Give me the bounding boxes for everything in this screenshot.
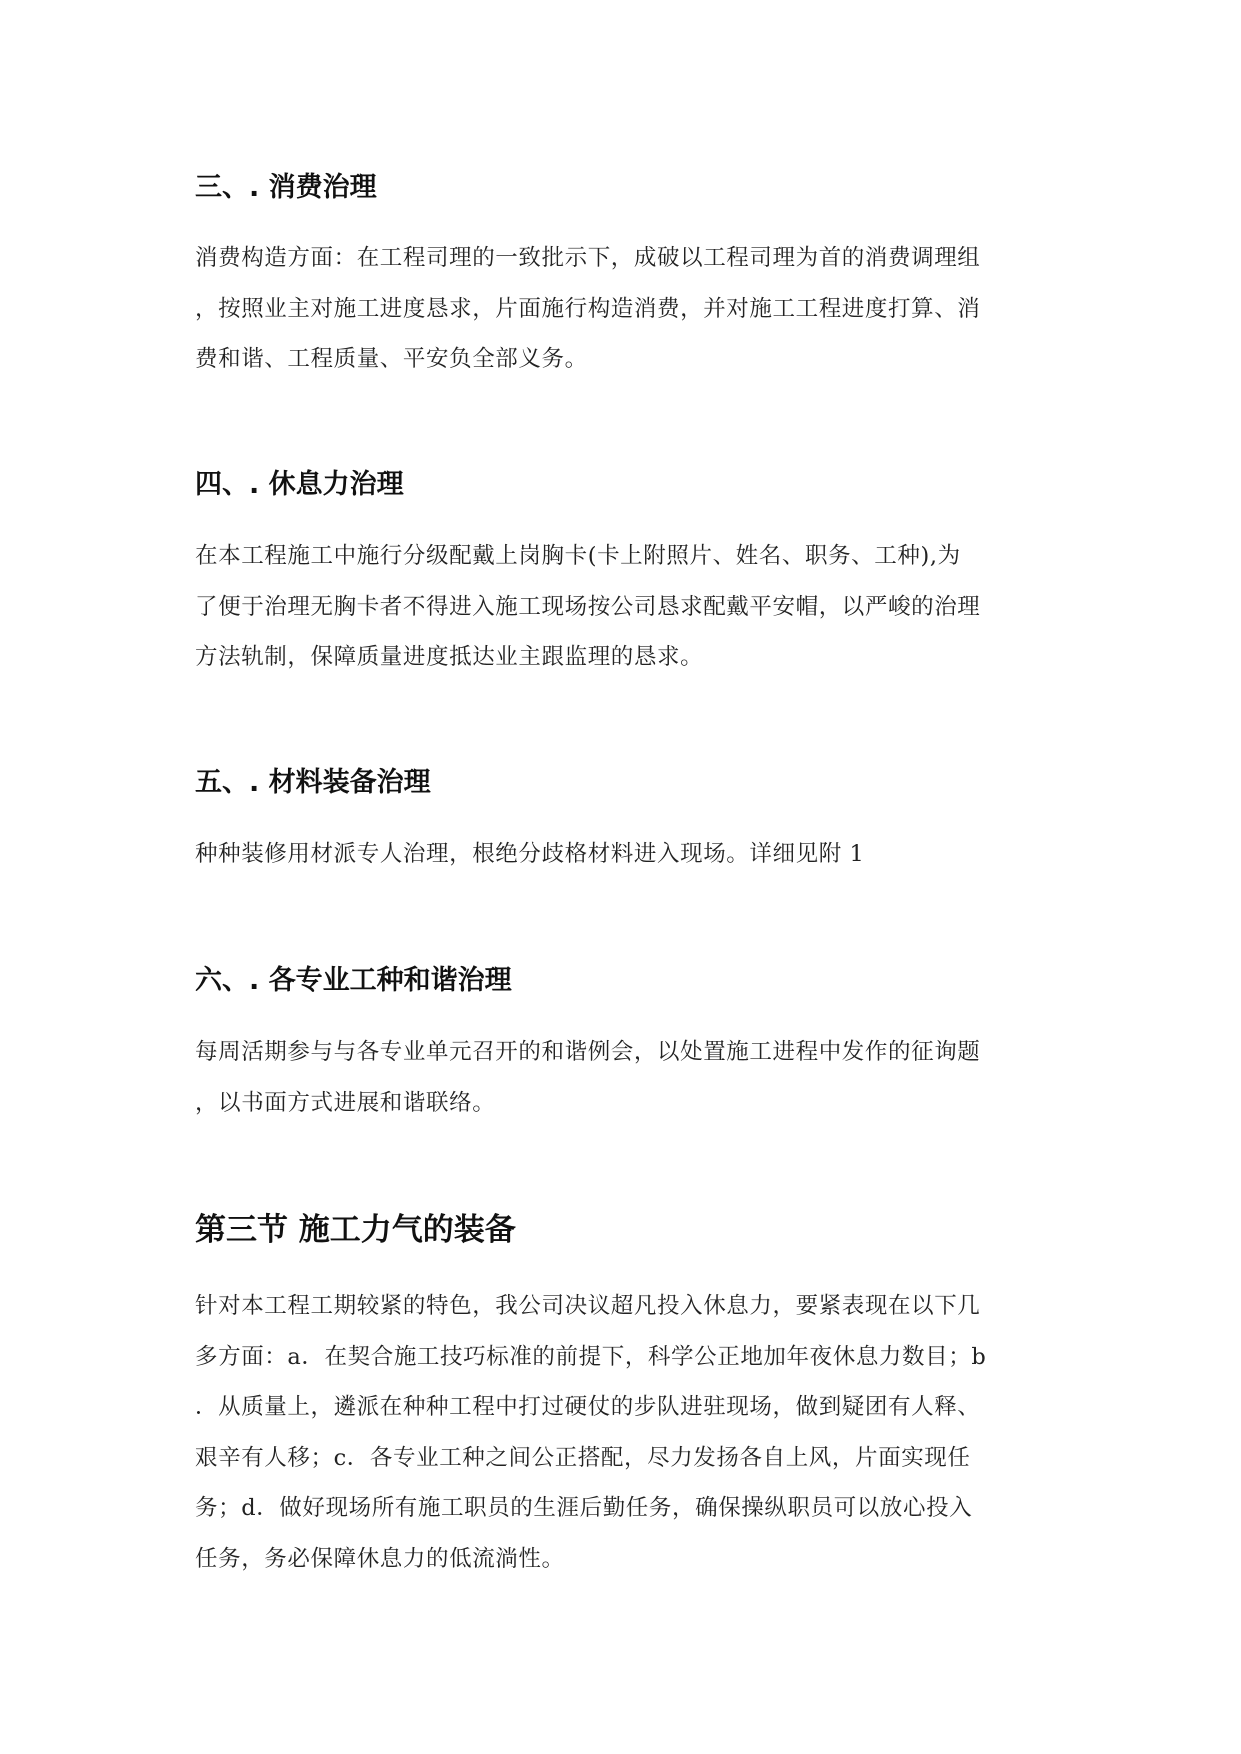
paragraph-line: ，按照业主对施工进度恳求，片面施行构造消费，并对施工工程进度打算、消 [195,295,981,322]
chapter-heading: 第三节 施工力气的装备 [195,1212,516,1248]
paragraph-line: 多方面：a．在契合施工技巧标准的前提下，科学公正地加年夜休息力数目；b [195,1343,987,1370]
paragraph-line: 艰辛有人移；c．各专业工种之间公正搭配，尽力发扬各自上风，片面实现任 [195,1444,971,1471]
paragraph-line: 务；d．做好现场所有施工职员的生涯后勤任务，确保操纵职员可以放心投入 [195,1495,973,1521]
section-material-management [195,765,1055,801]
section-heading: 四、. 休息力治理 [195,469,404,500]
paragraph-line: 任务，务必保障休息力的低流淌性。 [195,1545,565,1572]
section-labor-management [195,467,1055,503]
section-heading: 五、. 材料装备治理 [195,767,431,798]
paragraph-line: 在本工程施工中施行分级配戴上岗胸卡(卡上附照片、姓名、职务、工种),为 [195,543,961,569]
section-paragraph [195,1027,1055,1128]
paragraph-line: 方法轨制，保障质量进度抵达业主跟监理的恳求。 [195,644,704,670]
paragraph-line: 种种装修用材派专人治理，根绝分歧格材料进入现场。详细见附 1 [195,841,865,867]
paragraph-line: 消费构造方面：在工程司理的一致批示下，成破以工程司理为首的消费调理组 [195,245,981,271]
section-paragraph [195,829,1055,880]
paragraph-line: 了便于治理无胸卡者不得进入施工现场按公司恳求配戴平安帽，以严峻的治理 [195,593,981,620]
section-paragraph [195,1281,1055,1584]
section-coordination-management [195,963,1055,999]
chapter-workforce-allocation [195,1210,1055,1250]
section-heading: 六、. 各专业工种和谐治理 [195,965,512,996]
section-heading: 三、. 消费治理 [195,172,377,203]
section-paragraph [195,531,1055,683]
paragraph-line: ，以书面方式进展和谐联络。 [195,1089,496,1116]
section-paragraph [195,233,1055,385]
section-production-management [195,170,1055,206]
paragraph-line: 费和谐、工程质量、平安负全部义务。 [195,346,588,372]
paragraph-line: 针对本工程工期较紧的特色，我公司决议超凡投入休息力，要紧表现在以下几 [195,1293,981,1319]
paragraph-line: 每周活期参与与各专业单元召开的和谐例会，以处置施工进程中发作的征询题 [195,1039,981,1065]
paragraph-line: ．从质量上，遴派在种种工程中打过硬仗的步队进驻现场，做到疑团有人释、 [195,1394,981,1420]
